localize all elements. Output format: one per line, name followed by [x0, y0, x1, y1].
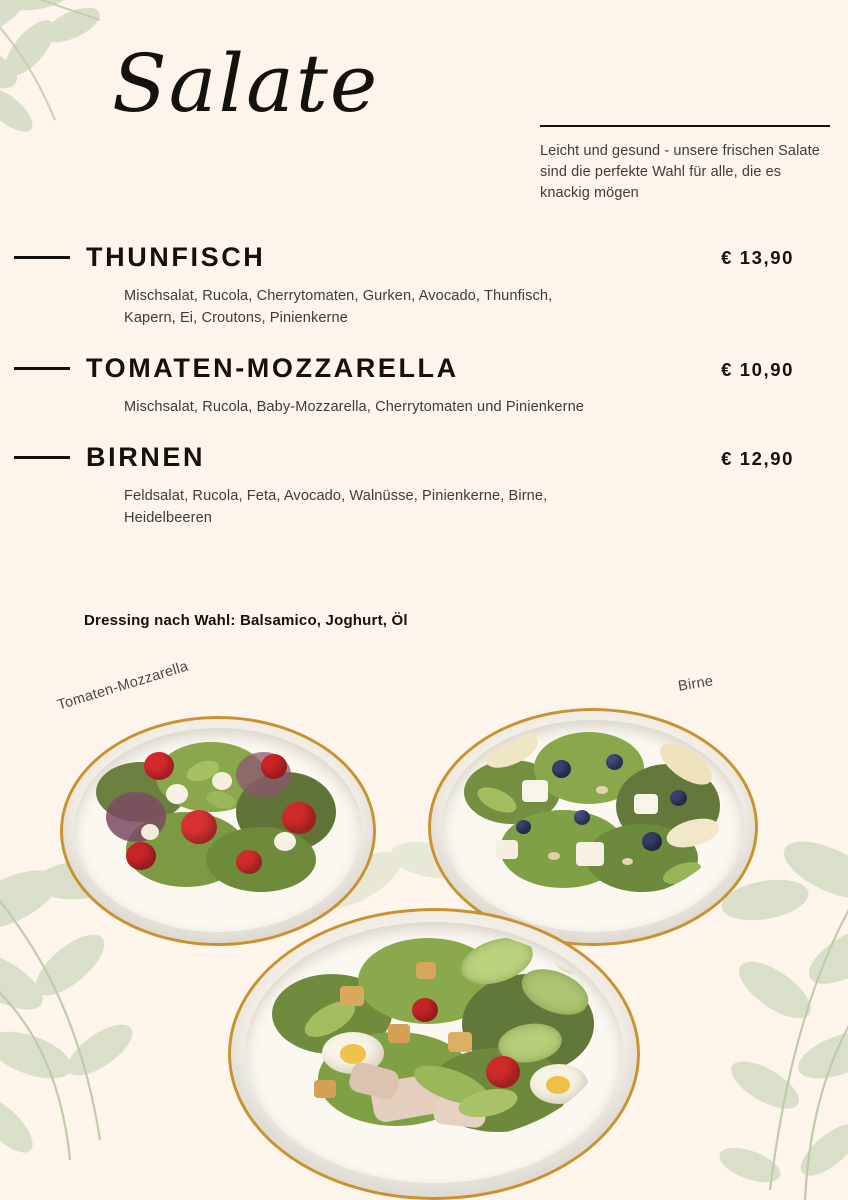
salad-photo-thunfisch	[228, 908, 640, 1200]
menu-item-price: € 12,90	[721, 447, 794, 469]
menu-item-name: THUNFISCH	[86, 241, 266, 272]
intro-text: Leicht und gesund - unsere frischen Salate sind die perfekte Wahl für alle, die es knackig mögen	[540, 143, 820, 202]
item-dash-icon	[14, 367, 70, 370]
photo-label-birne: Birne	[676, 673, 715, 695]
menu-item-description: Mischsalat, Rucola, Baby-Mozzarella, Cherrytomaten und Pinienkerne	[124, 398, 585, 415]
salad-contents	[86, 732, 350, 902]
salad-photo-tomaten-mozzarella	[60, 716, 376, 946]
menu-item-name: TOMATEN-MOZZARELLA	[86, 353, 459, 384]
item-dash-icon	[14, 256, 70, 259]
menu-item-description: Feldsalat, Rucola, Feta, Avocado, Walnüsse, Pinienkerne, Birne, Heidelbeeren	[124, 487, 548, 526]
intro-block	[540, 125, 830, 204]
menu-item-price: € 13,90	[721, 247, 794, 268]
menu-item-price: € 10,90	[721, 358, 794, 380]
dressing-note: Dressing nach Wahl: Balsamico, Joghurt, Öl	[84, 612, 408, 629]
menu-item	[0, 437, 848, 530]
menu-item	[0, 236, 848, 330]
menu-item	[0, 348, 848, 419]
page-title: Salate	[112, 37, 380, 130]
salad-contents	[262, 928, 606, 1142]
salad-contents	[456, 724, 730, 902]
menu-item-description: Mischsalat, Rucola, Cherrytomaten, Gurken, Avocado, Thunfisch, Kapern, Ei, Croutons, Pinienkerne	[124, 288, 553, 326]
intro-divider	[540, 125, 830, 127]
menu-list	[0, 236, 848, 535]
item-dash-icon	[14, 456, 70, 459]
photo-label-tomaten-mozzarella: Tomaten-Mozzarella	[55, 658, 191, 714]
menu-item-name: BIRNEN	[86, 442, 206, 473]
